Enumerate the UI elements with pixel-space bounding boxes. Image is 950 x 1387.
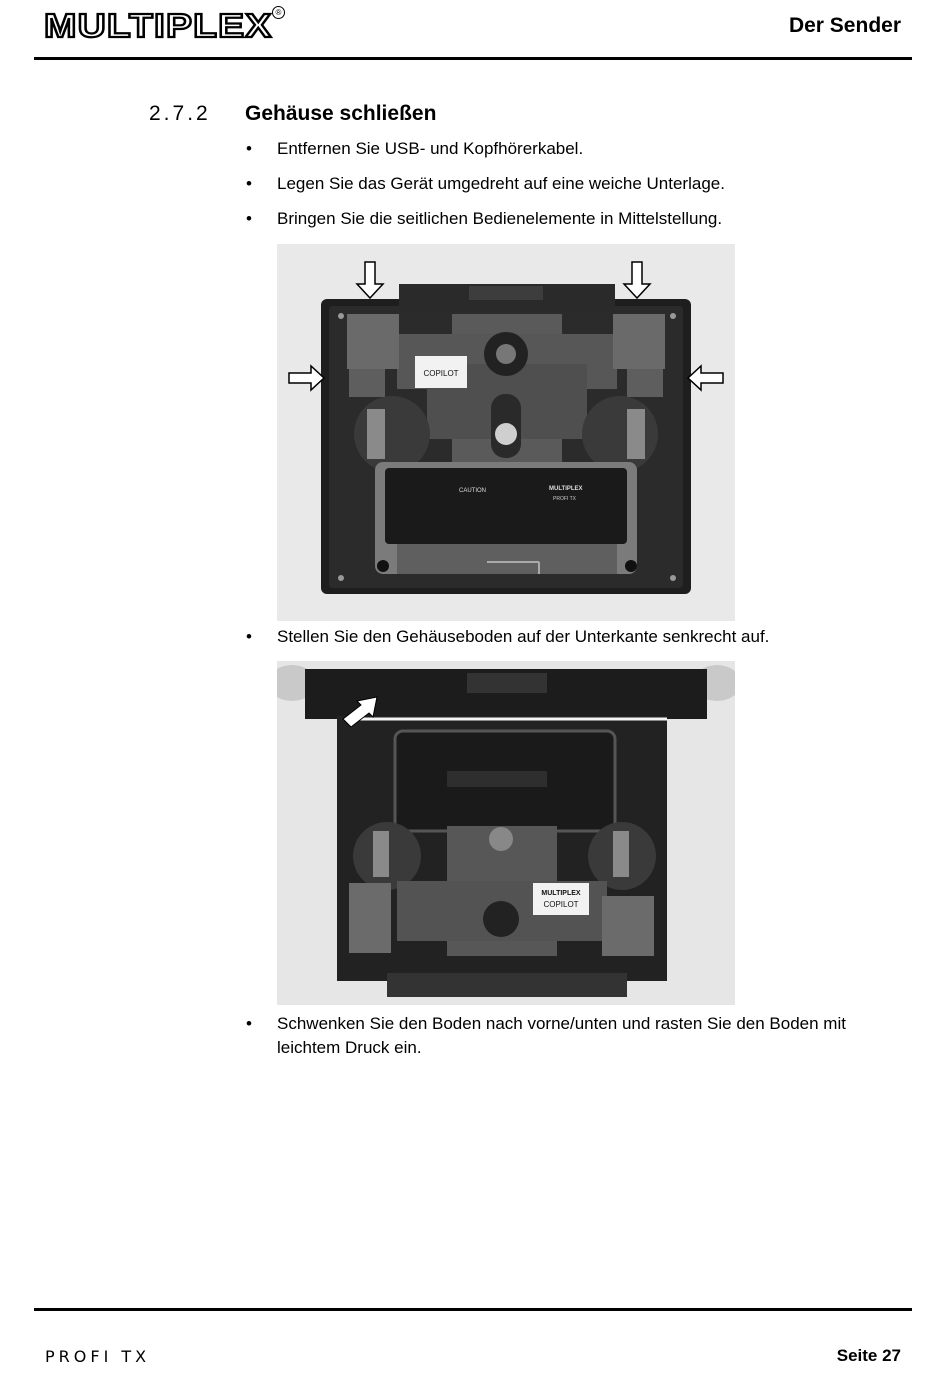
bullet-text: Stellen Sie den Gehäuseboden auf der Unterkante senkrecht auf. <box>277 627 770 646</box>
bullet-dot: • <box>246 209 252 228</box>
photo-transmitter-open-top <box>277 244 735 621</box>
section-number: 2.7.2 <box>149 102 211 125</box>
battery-brand: MULTIPLEX <box>549 486 583 492</box>
header-rule <box>34 57 912 60</box>
bullet-text: Legen Sie das Gerät umgedreht auf eine weiche Unterlage. <box>277 174 725 193</box>
sticker-brand: MULTIPLEX <box>541 890 581 897</box>
caution-label: CAUTION <box>459 488 486 494</box>
section-title: Gehäuse schließen <box>245 102 437 125</box>
bullet-dot: • <box>246 627 252 646</box>
registered-mark: ® <box>272 6 285 19</box>
bullet-text: Bringen Sie die seitlichen Bedienelemente in Mittelstellung. <box>277 209 723 228</box>
photo-base-upright <box>277 661 735 1005</box>
bullet-dot: • <box>246 139 252 158</box>
logo-text: MULTIPLEX <box>44 7 273 44</box>
bullet-dot: • <box>246 1014 252 1033</box>
footer-rule <box>34 1308 912 1311</box>
bullet-text: Schwenken Sie den Boden nach vorne/unten und rasten Sie den Boden mit leichtem Druck ein. <box>277 1014 846 1057</box>
battery-model: PROFI TX <box>553 496 576 502</box>
sticker-text: COPILOT <box>543 900 579 909</box>
footer-product: PROFI TX <box>45 1347 151 1366</box>
multiplex-logo <box>44 8 272 44</box>
page-number: Seite 27 <box>836 1346 901 1365</box>
bullet-dot: • <box>246 174 252 193</box>
sticker-text: COPILOT <box>423 369 459 378</box>
bullet-text: Entfernen Sie USB- und Kopfhörerkabel. <box>277 139 584 158</box>
header-title: Der Sender <box>788 14 901 37</box>
